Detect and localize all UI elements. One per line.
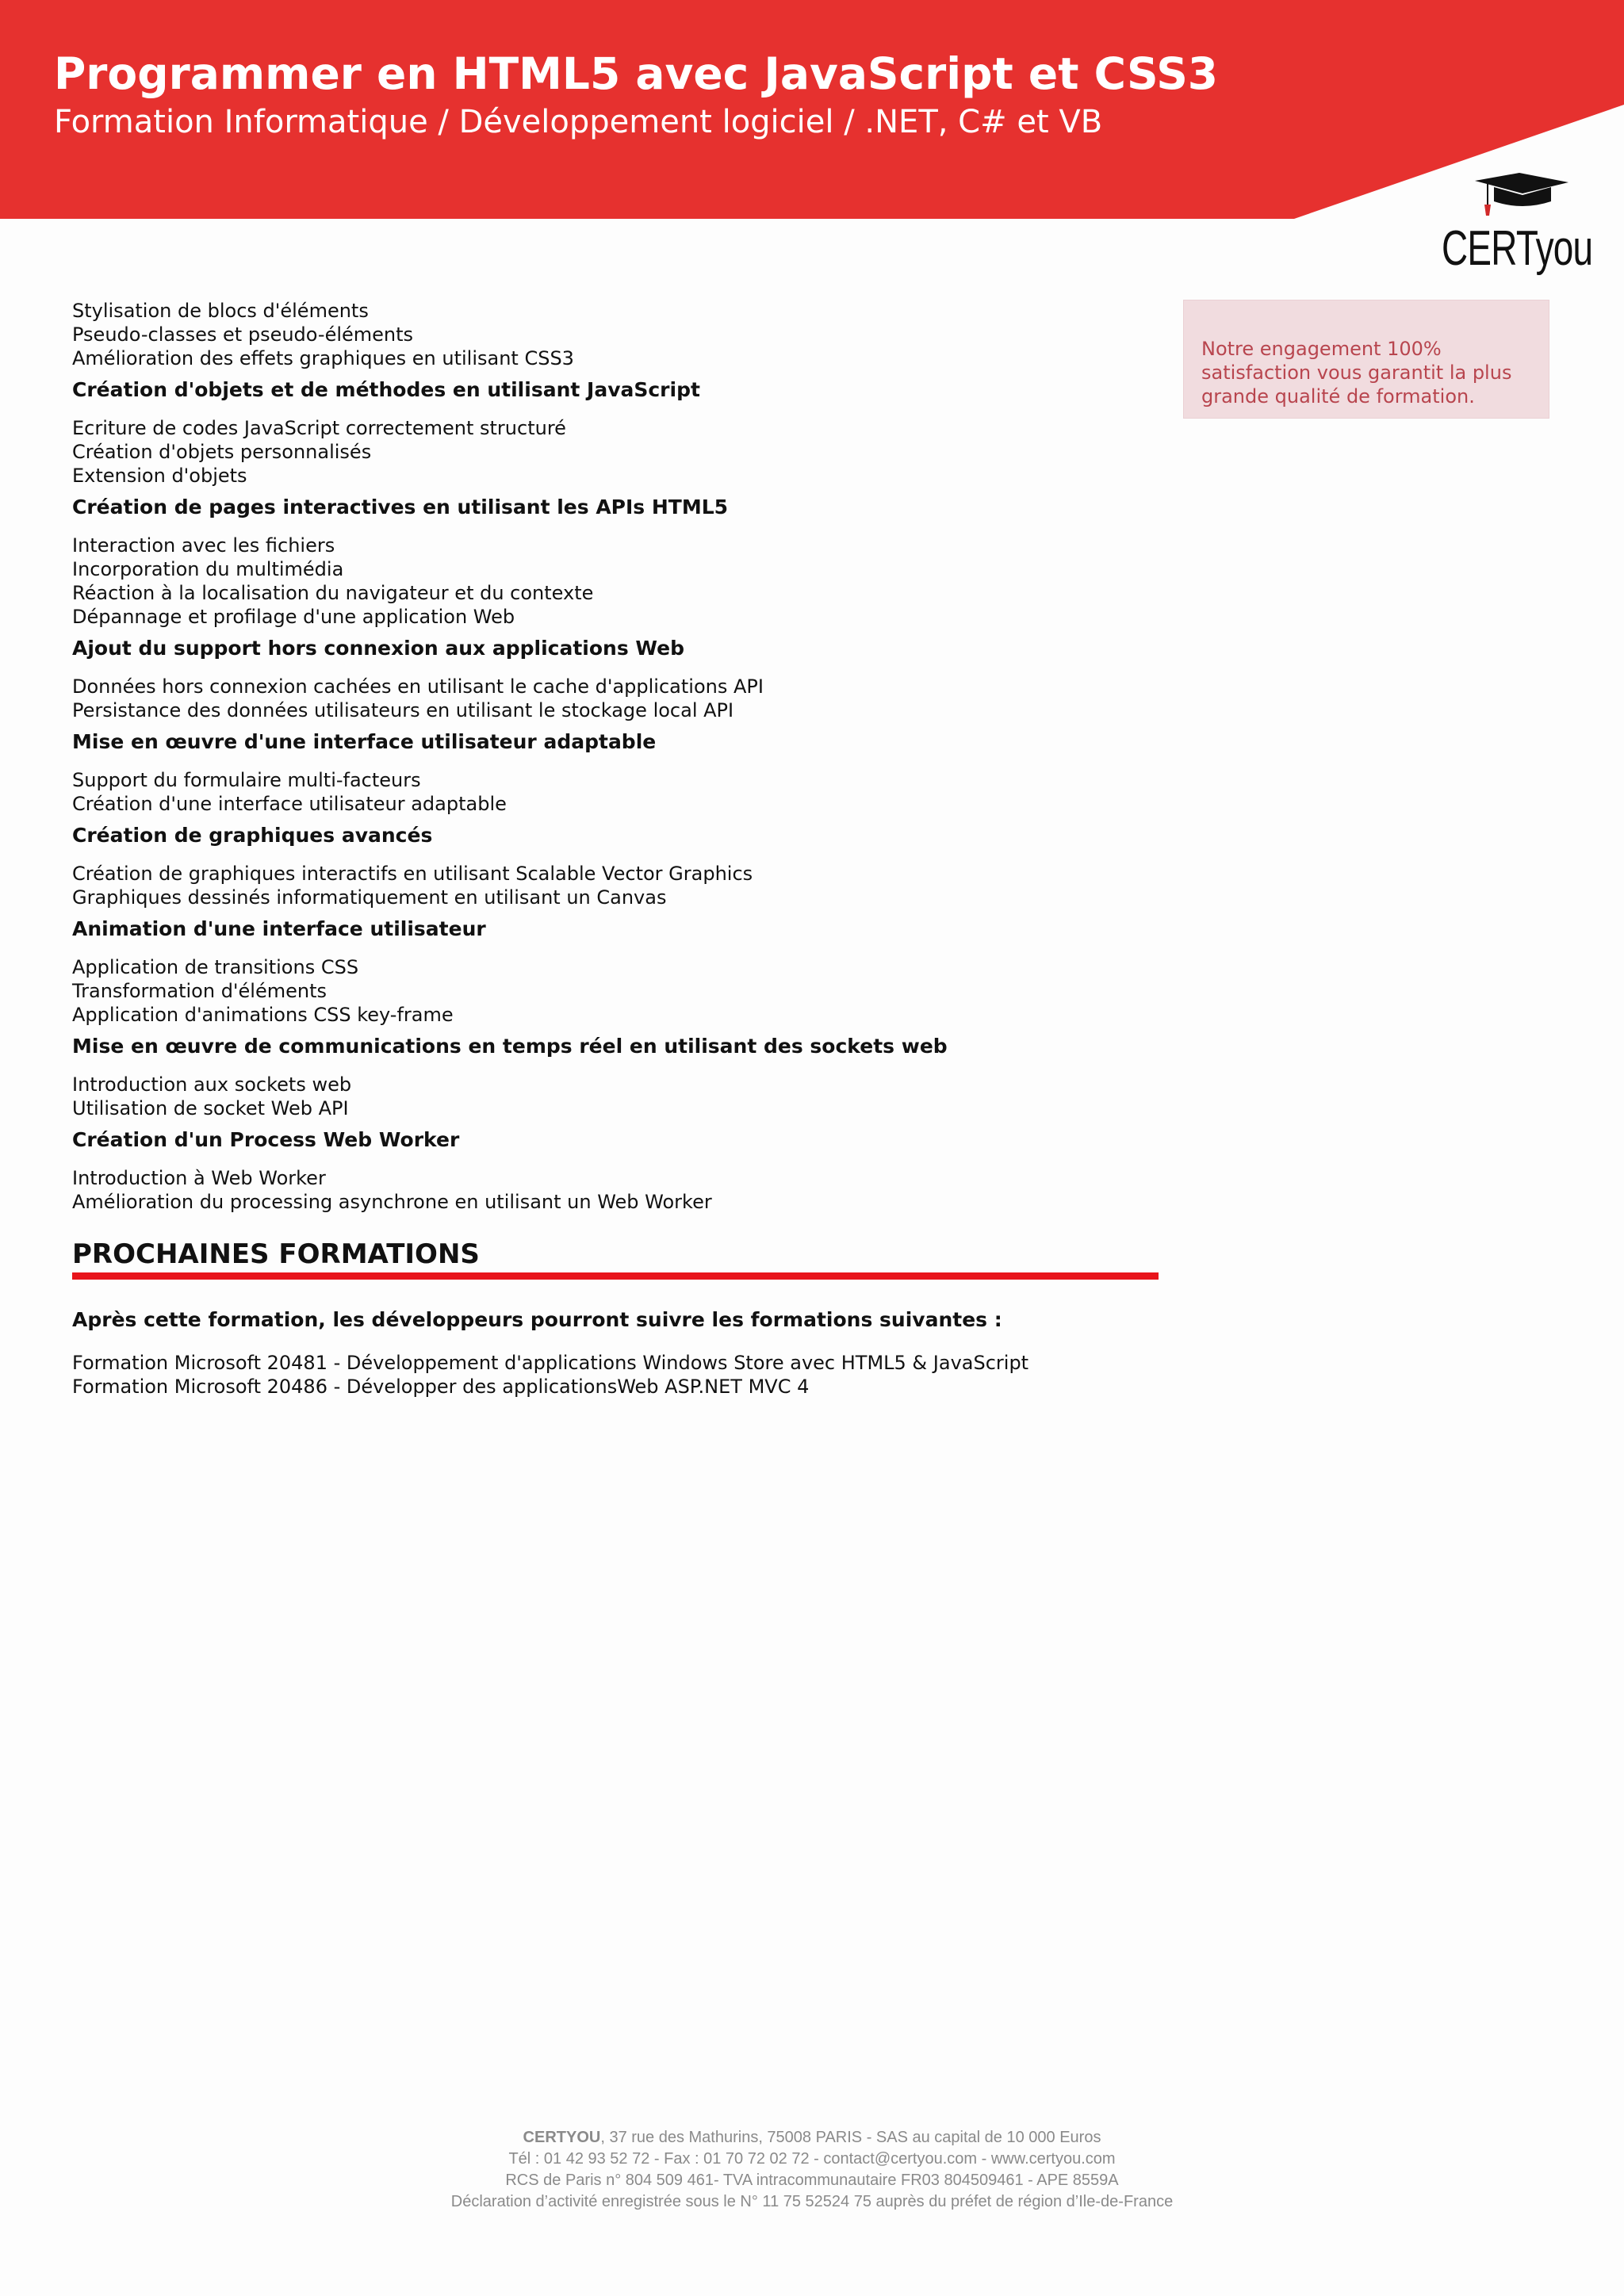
list-item: Interaction avec les fichiers xyxy=(72,534,335,557)
section-heading: Animation d'une interface utilisateur xyxy=(72,917,486,940)
next-formations-intro: Après cette formation, les développeurs pourront suivre les formations suivantes : xyxy=(72,1308,1002,1331)
section-web-sockets xyxy=(72,1035,1182,1058)
list-item: Amélioration du processing asynchrone en utilisant un Web Worker xyxy=(72,1191,712,1213)
section-adaptive-ui xyxy=(72,730,1182,754)
list-item: Amélioration des effets graphiques en utilisant CSS3 xyxy=(72,347,574,369)
list-item: Introduction aux sockets web xyxy=(72,1073,352,1096)
satisfaction-promo: Notre engagement 100% satisfaction vous garantit la plus grande qualité de formation. xyxy=(1183,300,1549,419)
page-title: Programmer en HTML5 avec JavaScript et CSS3 xyxy=(54,48,1219,99)
section-heading: Création de graphiques avancés xyxy=(72,824,433,847)
list-item: Dépannage et profilage d'une application Web xyxy=(72,606,515,628)
list-item: Création d'objets personnalisés xyxy=(72,441,372,463)
footer-line: Tél : 01 42 93 52 72 - Fax : 01 70 72 02 72 - contact@certyou.com - www.certyou.com xyxy=(508,2150,1116,2168)
list-item: Données hors connexion cachées en utilisant le cache d'applications API xyxy=(72,675,764,698)
list-item: Persistance des données utilisateurs en utilisant le stockage local API xyxy=(72,699,734,721)
list-item: Création de graphiques interactifs en utilisant Scalable Vector Graphics xyxy=(72,863,753,885)
list-item: Transformation d'éléments xyxy=(72,980,327,1002)
section-offline-support xyxy=(72,637,1182,660)
section-ui-animation xyxy=(72,917,1182,941)
footer-line xyxy=(0,2127,1624,2149)
list-item: Pseudo-classes et pseudo-éléments xyxy=(72,323,414,346)
list-item: Application d'animations CSS key-frame xyxy=(72,1004,454,1026)
list-item: Application de transitions CSS xyxy=(72,956,359,978)
list-item: Formation Microsoft 20486 - Développer des applicationsWeb ASP.NET MVC 4 xyxy=(72,1376,810,1398)
section-web-worker xyxy=(72,1128,1182,1152)
list-item: Introduction à Web Worker xyxy=(72,1167,326,1189)
footer-line: RCS de Paris n° 804 509 461- TVA intracommunautaire FR03 804509461 - APE 8559A xyxy=(505,2172,1119,2189)
section-objects-methods xyxy=(72,378,1182,402)
next-formations-title: PROCHAINES FORMATIONS xyxy=(72,1238,480,1270)
list-item: Création d'une interface utilisateur adaptable xyxy=(72,793,507,815)
section-heading: Ajout du support hors connexion aux applications Web xyxy=(72,637,684,660)
course-content xyxy=(72,299,1182,1399)
certyou-logo xyxy=(1442,173,1608,277)
section-heading: Mise en œuvre de communications en temps réel en utilisant des sockets web xyxy=(72,1035,948,1058)
list-item: Incorporation du multimédia xyxy=(72,558,344,580)
logo-wordmark: CERTyou xyxy=(1442,221,1593,276)
section-advanced-graphics xyxy=(72,824,1182,848)
list-item: Ecriture de codes JavaScript correctement structuré xyxy=(72,417,566,439)
intro-list xyxy=(72,299,1182,370)
section-interactive-pages xyxy=(72,496,1182,519)
company-footer xyxy=(0,2127,1624,2213)
section-divider xyxy=(72,1272,1159,1280)
list-item: Réaction à la localisation du navigateur et du contexte xyxy=(72,582,594,604)
footer-company: CERTYOU xyxy=(523,2129,601,2146)
section-heading: Création d'un Process Web Worker xyxy=(72,1128,460,1151)
page-subtitle: Formation Informatique / Développement logiciel / .NET, C# et VB xyxy=(54,104,1103,140)
footer-line: Déclaration d’activité enregistrée sous le N° 11 75 52524 75 auprès du préfet de région d’Ile-de-France xyxy=(450,2193,1174,2210)
list-item: Formation Microsoft 20481 - Développement d'applications Windows Store avec HTML5 & JavaScript xyxy=(72,1352,1029,1374)
section-heading: Création d'objets et de méthodes en utilisant JavaScript xyxy=(72,378,700,401)
list-item: Utilisation de socket Web API xyxy=(72,1097,349,1119)
list-item: Graphiques dessinés informatiquement en utilisant un Canvas xyxy=(72,886,667,909)
list-item: Extension d'objets xyxy=(72,465,247,487)
graduation-cap-icon xyxy=(1470,173,1573,220)
section-heading: Création de pages interactives en utilisant les APIs HTML5 xyxy=(72,496,729,519)
footer-address: , 37 rue des Mathurins, 75008 PARIS - SAS au capital de 10 000 Euros xyxy=(600,2129,1101,2146)
list-item: Support du formulaire multi-facteurs xyxy=(72,769,421,791)
list-item: Stylisation de blocs d'éléments xyxy=(72,300,369,322)
section-heading: Mise en œuvre d'une interface utilisateur adaptable xyxy=(72,730,657,753)
